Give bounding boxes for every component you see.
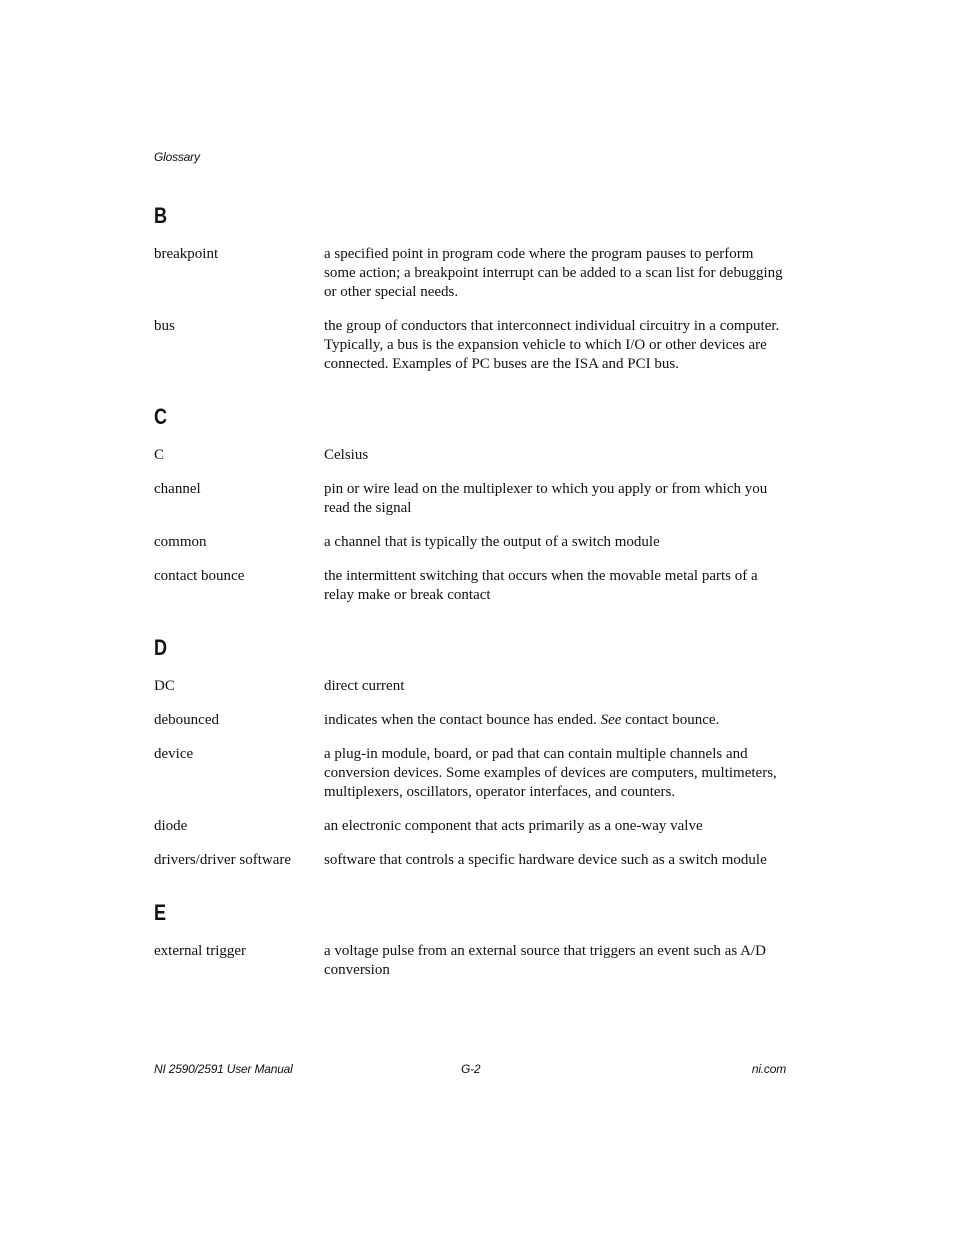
glossary-term: channel: [154, 481, 201, 497]
glossary-definition: [324, 711, 786, 730]
glossary-definition: a voltage pulse from an external source that triggers an event such as A/D conversion: [324, 943, 766, 978]
running-head: Glossary: [154, 150, 200, 164]
glossary-definition: pin or wire lead on the multiplexer to which you apply or from which you read the signal: [324, 481, 768, 516]
glossary-entry: [154, 245, 794, 302]
website: ni.com: [751, 1062, 786, 1076]
page-number: G-2: [461, 1062, 481, 1076]
section-c: [154, 404, 794, 605]
page-footer: [154, 1062, 786, 1078]
glossary-definition: a channel that is typically the output of a switch module: [324, 534, 660, 550]
glossary-definition: Celsius: [324, 447, 369, 463]
section-letter: B: [154, 203, 168, 228]
glossary-definition: a specified point in program code where the program pauses to perform some action; a breakpoint interrupt can be added to a scan list for debugging or other special needs.: [324, 246, 783, 300]
glossary-entry: [154, 677, 794, 696]
glossary-entry: [154, 317, 794, 374]
glossary-entry: [154, 851, 794, 870]
glossary-term: external trigger: [154, 943, 247, 959]
glossary-entry: [154, 711, 794, 730]
glossary-definition: the group of conductors that interconnect individual circuitry in a computer. Typically, a bus is the expansion vehicle to which I/O or other devices are connected. Examples of PC buses are the ISA and PCI bus.: [324, 318, 780, 372]
section-d: [154, 635, 794, 870]
glossary-term: bus: [154, 318, 175, 334]
glossary-term: debounced: [154, 712, 219, 728]
section-e: [154, 900, 794, 980]
glossary-entry: [154, 446, 794, 465]
section-letter: D: [154, 635, 168, 660]
glossary-definition: an electronic component that acts primarily as a one-way valve: [324, 818, 703, 834]
glossary-entry: [154, 817, 794, 836]
glossary-term: drivers/driver software: [154, 852, 292, 868]
glossary-term: breakpoint: [154, 246, 219, 262]
glossary-definition: a plug-in module, board, or pad that can contain multiple channels and conversion devices. Some examples of devices are computers, multimeters, multiplexers, oscillators, operator interfaces, and counters.: [324, 746, 777, 800]
glossary-term: diode: [154, 818, 188, 834]
glossary-definition: the intermittent switching that occurs when the movable metal parts of a relay make or break contact: [324, 568, 758, 603]
glossary-entry: [154, 567, 794, 605]
glossary-definition: software that controls a specific hardware device such as a switch module: [324, 852, 767, 868]
see-reference: See: [600, 712, 622, 728]
glossary-term: common: [154, 534, 207, 550]
section-letter: C: [154, 404, 168, 429]
manual-title: NI 2590/2591 User Manual: [154, 1062, 293, 1076]
glossary-entry: [154, 942, 794, 980]
glossary-entry: [154, 745, 794, 802]
glossary-entry: [154, 480, 794, 518]
glossary-term: contact bounce: [154, 568, 245, 584]
glossary-term: DC: [154, 678, 175, 694]
definition-text: indicates when the contact bounce has ended.: [324, 712, 601, 728]
glossary-definition: direct current: [324, 678, 405, 694]
definition-text: contact bounce.: [621, 712, 720, 728]
section-b: [154, 203, 794, 374]
glossary-term: C: [154, 447, 165, 463]
glossary-term: device: [154, 746, 194, 762]
glossary-content: [154, 203, 794, 1010]
glossary-entry: [154, 533, 794, 552]
section-letter: E: [154, 900, 167, 925]
